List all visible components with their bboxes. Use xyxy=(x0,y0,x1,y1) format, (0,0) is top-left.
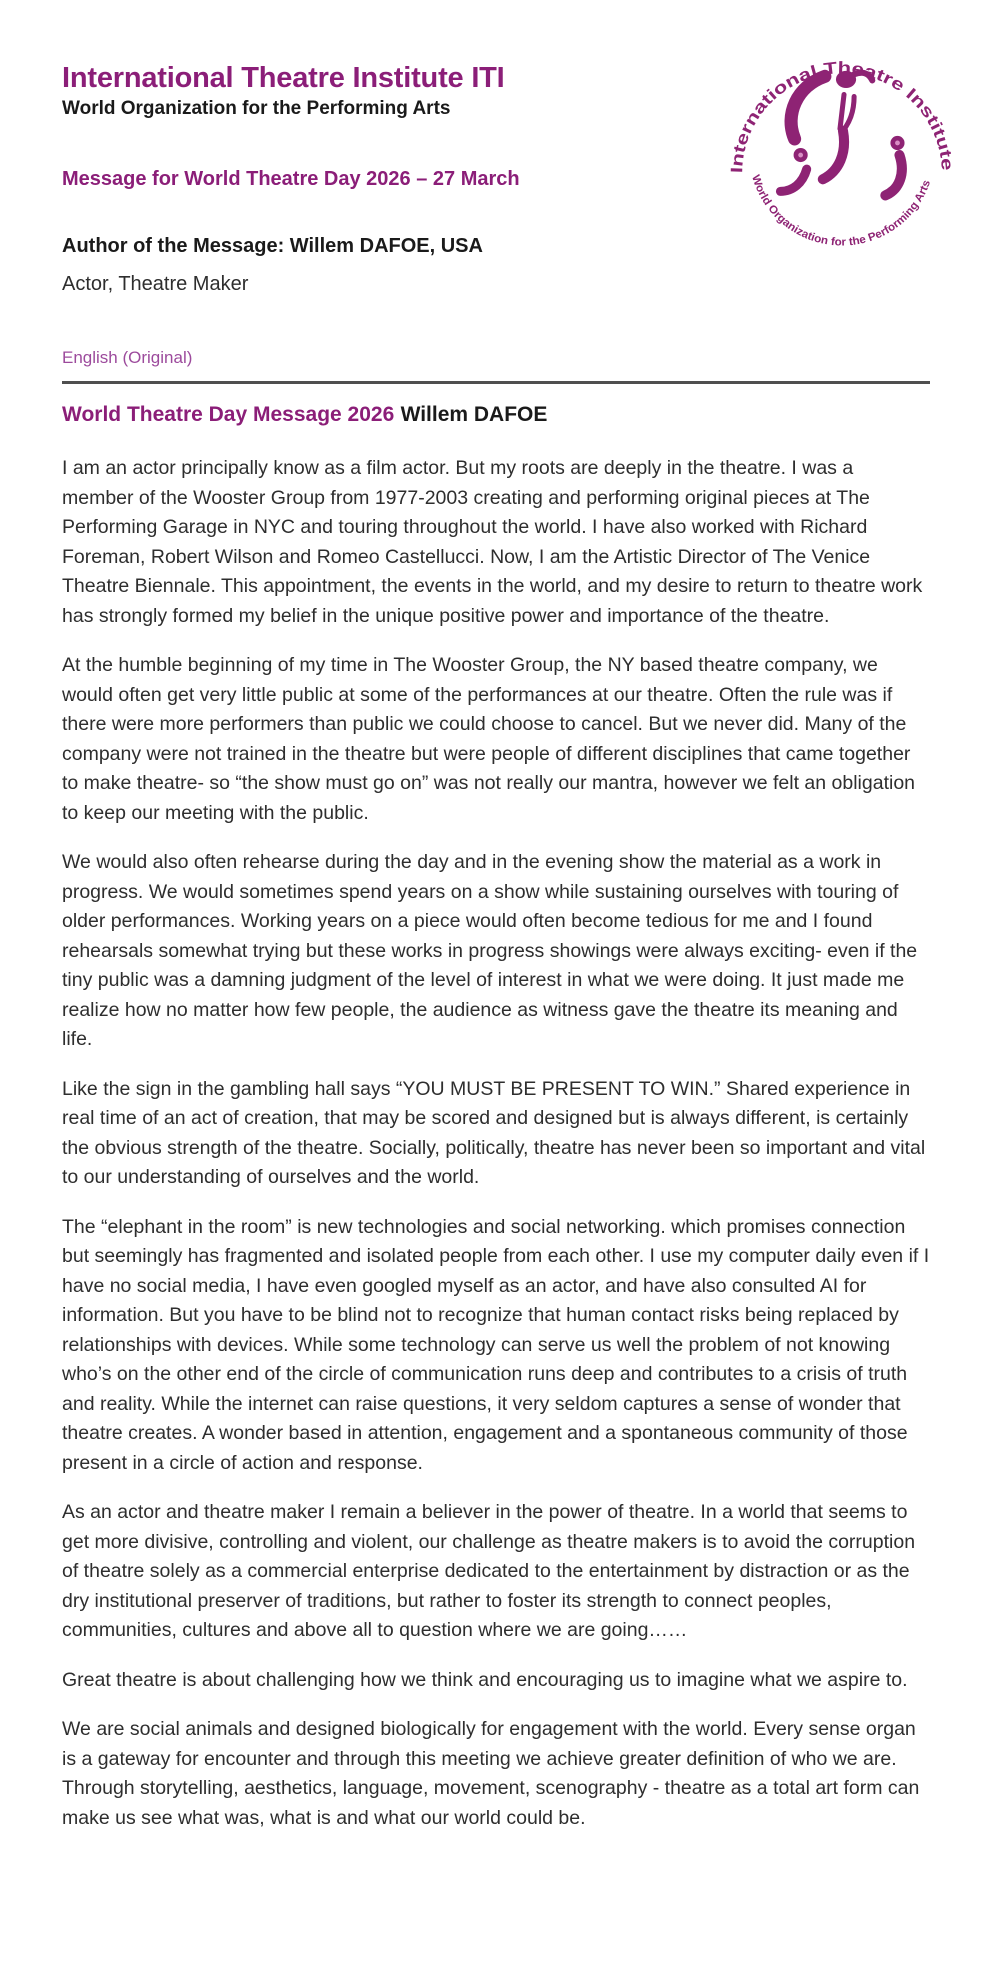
dancer-figure-icon xyxy=(780,73,901,196)
paragraph: We are social animals and designed biologically for engagement with the world. Every sense organ is a gateway for encounter and through this meeting we achieve greater definition of who we are. Through storytelling, aesthetics, language, movement, scenography - theatre as a total art form can make us see what was, what is and what our world could be. xyxy=(62,1718,920,1829)
paragraph: At the humble beginning of my time in The Wooster Group, the NY based theatre company, we would often get very little public at some of the performances at our theatre. Often the rule was if there were more performers than public we could choose to cancel. But we never did. Many of the company were not trained in the theatre but were people of different disciplines that came together to make theatre- so “the show must go on” was not really our mantra, however we felt an obligation to keep our meeting with the public. xyxy=(62,654,916,824)
logo-top-text: International Theatre Institute xyxy=(727,58,957,174)
paragraph: Great theatre is about challenging how we think and encouraging us to imagine what we aspire to. xyxy=(62,1668,908,1691)
logo-bottom-text: World Organization for the Performing Arts xyxy=(749,173,933,249)
message-heading xyxy=(62,403,930,427)
org-subtitle: World Organization for the Performing Arts xyxy=(62,98,451,119)
document-header xyxy=(62,58,957,296)
paragraph: We would also often rehearse during the day and in the evening show the material as a work in progress. We would sometimes spend years on a show while sustaining ourselves with touring of older performances. Working years on a piece would often become tedious for me and I found rehearsals somewhat trying but these works in progress showings were always exciting- even if the tiny public was a damning judgment of the level of interest in what we were doing. It just made me realize how no matter how few people, the audience as witness gave the theatre its meaning and life. xyxy=(62,851,918,1050)
message-body xyxy=(62,454,930,1833)
iti-logo xyxy=(726,42,958,256)
iti-logo-graphic xyxy=(726,42,958,256)
author-line: Author of the Message: Willem DAFOE, USA xyxy=(62,235,483,257)
paragraph: As an actor and theatre maker I remain a believer in the power of theatre. In a world that seems to get more divisive, controlling and violent, our challenge as theatre makers is to avoid the corruption of theatre solely as a commercial enterprise dedicated to the entertainment by distraction or as the dry institutional preserver of traditions, but rather to foster its strength to connect peoples, communities, cultures and above all to question where we are going…… xyxy=(62,1501,916,1641)
org-title: International Theatre Institute ITI xyxy=(62,62,505,94)
message-heading-title: World Theatre Day Message 2026 xyxy=(62,403,395,426)
paragraph: Like the sign in the gambling hall says “YOU MUST BE PRESENT TO WIN.” Shared experience in real time of an act of creation, that may be scored and designed but is always different, is certainly the obvious strength of the theatre. Socially, politically, theatre has never been so important and vital to our understanding of ourselves and the world. xyxy=(62,1077,926,1188)
paragraph: I am an actor principally know as a film actor. But my roots are deeply in the theatre. I was a member of the Wooster Group from 1977-2003 creating and performing original pieces at The Performing Garage in NYC and touring throughout the world. I have also worked with Richard Foreman, Robert Wilson and Romeo Castellucci. Now, I am the Artistic Director of The Venice Theatre Biennale. This appointment, the events in the world, and my desire to return to theatre work has strongly formed my belief in the unique positive power and importance of the theatre. xyxy=(62,457,923,627)
language-label: English (Original) xyxy=(62,348,193,367)
section-divider xyxy=(62,381,930,384)
svg-text:World Organization for the Per xyxy=(749,173,933,248)
message-day-line: Message for World Theatre Day 2026 – 27 March xyxy=(62,168,520,190)
paragraph: The “elephant in the room” is new technologies and social networking. which promises connection but seemingly has fragmented and isolated people from each other. I use my computer daily even if I have no social media, I have even googled myself as an actor, and have also consulted AI for information. But you have to be blind not to recognize that human contact risks being replaced by relationships with devices. While some technology can serve us well the problem of not knowing who’s on the other end of the circle of communication runs deep and contributes to a crisis of truth and reality. While the internet can raise questions, it very seldom captures a sense of wonder that theatre creates. A wonder based in attention, engagement and a spontaneous community of those present in a circle of action and response. xyxy=(62,1215,930,1474)
author-role: Actor, Theatre Maker xyxy=(62,273,249,295)
message-heading-author: Willem DAFOE xyxy=(400,403,548,426)
